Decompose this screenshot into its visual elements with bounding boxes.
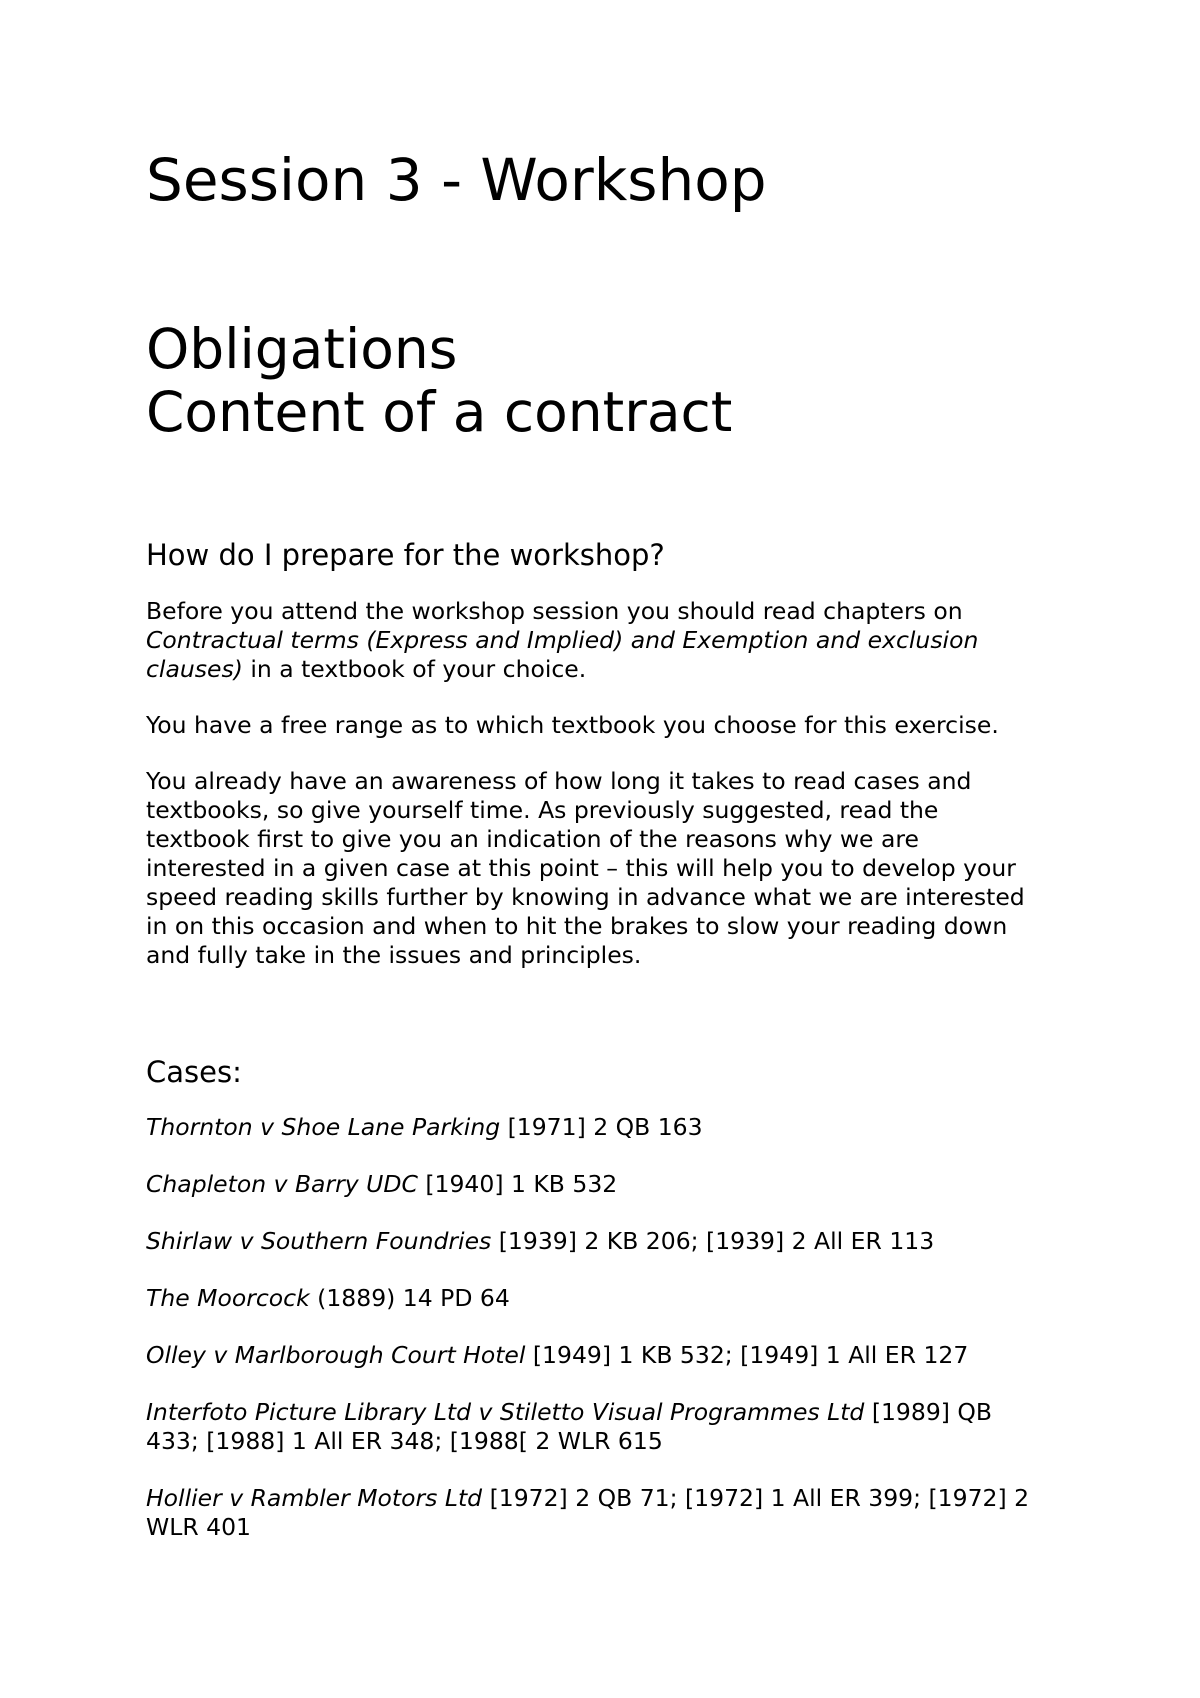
case-name: Interfoto Picture Library Ltd v Stiletto Visual Programmes Ltd	[146, 1398, 865, 1426]
text-line: You already have an awareness of how long it takes to read cases and	[146, 767, 972, 795]
text-line: textbook first to give you an indication of the reasons why we are	[146, 825, 919, 853]
text-line: in a textbook of your choice.	[242, 655, 587, 683]
page-title: Session 3 - Workshop	[146, 146, 767, 214]
text-line: speed reading skills further by knowing in advance what we are interested	[146, 883, 1025, 911]
topic-line: Content of a contract	[146, 380, 733, 444]
case-citation: (1889) 14 PD 64	[309, 1284, 510, 1312]
case-name: Chapleton v Barry UDC	[146, 1170, 418, 1198]
text-line-italic: clauses)	[146, 655, 243, 683]
case-name: Shirlaw v Southern Foundries	[146, 1227, 492, 1255]
paragraph-reading-chapters	[146, 597, 1025, 684]
case-name: Olley v Marlborough Court Hotel	[146, 1341, 526, 1369]
case-name: Thornton v Shoe Lane Parking	[146, 1113, 501, 1141]
case-citation-continued: 433; [1988] 1 All ER 348; [1988[ 2 WLR 615	[146, 1427, 663, 1455]
paragraph-reading-advice	[146, 767, 1025, 970]
case-citation: [1989] QB	[864, 1398, 993, 1426]
cases-list	[146, 1113, 1029, 1570]
case-name: Hollier v Rambler Motors Ltd	[146, 1484, 483, 1512]
text-line: Before you attend the workshop session you should read chapters on	[146, 597, 963, 625]
case-name: The Moorcock	[146, 1284, 310, 1312]
topic-line: Obligations	[146, 317, 458, 381]
case-citation-continued: WLR 401	[146, 1513, 251, 1541]
text-line: and fully take in the issues and principles.	[146, 941, 642, 969]
case-item	[146, 1284, 1029, 1313]
text-line: textbooks, so give yourself time. As previously suggested, read the	[146, 796, 939, 824]
case-citation: [1949] 1 KB 532; [1949] 1 All ER 127	[525, 1341, 969, 1369]
text-line: interested in a given case at this point – this will help you to develop your	[146, 854, 1016, 882]
case-item	[146, 1484, 1029, 1542]
case-item	[146, 1113, 1029, 1142]
text-line-italic: Contractual terms (Express and Implied) and Exemption and exclusion	[146, 626, 979, 654]
case-citation: [1940] 1 KB 532	[417, 1170, 618, 1198]
case-item	[146, 1341, 1029, 1370]
case-item	[146, 1170, 1029, 1199]
topic-block	[146, 318, 732, 444]
case-citation: [1939] 2 KB 206; [1939] 2 All ER 113	[491, 1227, 935, 1255]
case-citation: [1972] 2 QB 71; [1972] 1 All ER 399; [1972] 2	[482, 1484, 1030, 1512]
case-item	[146, 1398, 1029, 1456]
prepare-section	[146, 597, 1025, 997]
prepare-heading: How do I prepare for the workshop?	[146, 538, 665, 572]
cases-heading: Cases:	[146, 1055, 242, 1089]
case-citation: [1971] 2 QB 163	[500, 1113, 703, 1141]
text-line: in on this occasion and when to hit the brakes to slow your reading down	[146, 912, 1008, 940]
case-item	[146, 1227, 1029, 1256]
paragraph-textbook-choice: You have a free range as to which textbook you choose for this exercise.	[146, 711, 999, 739]
